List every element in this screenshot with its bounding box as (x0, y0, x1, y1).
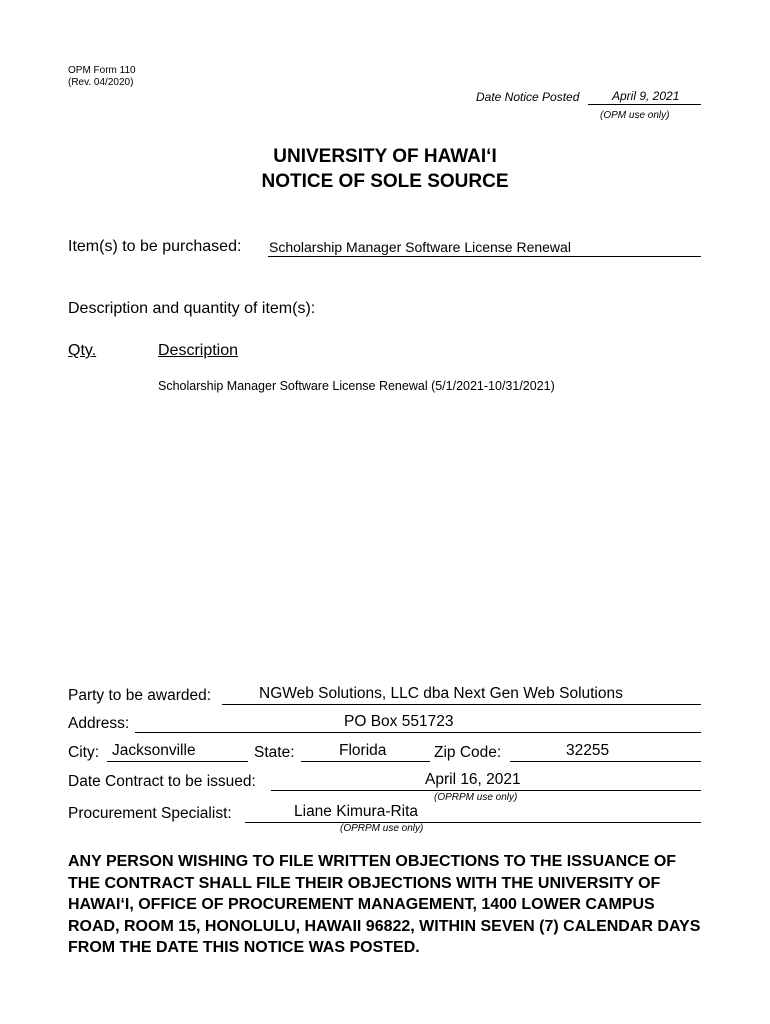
date-posted-value: April 9, 2021 (612, 89, 680, 103)
notice-title: NOTICE OF SOLE SOURCE (261, 171, 509, 192)
contract-date-field (271, 771, 701, 791)
city-label: City: (68, 744, 99, 761)
specialist-label: Procurement Specialist: (68, 805, 232, 822)
state-field (301, 742, 430, 762)
opm-use-only-note: (OPM use only) (600, 110, 670, 121)
specialist-field (245, 803, 701, 823)
contract-date-label: Date Contract to be issued: (68, 773, 256, 790)
date-posted-label: Date Notice Posted (476, 90, 580, 104)
city-field (107, 742, 248, 762)
form-number: OPM Form 110 (68, 65, 136, 76)
objection-notice: ANY PERSON WISHING TO FILE WRITTEN OBJECTIONS TO THE ISSUANCE OF THE CONTRACT SHALL FILE THEIR OBJECTIONS WITH THE UNIVERSITY OF HAWAI‘I, OFFICE OF PROCUREMENT MANAGEMENT, 1400 LOWER CAMPUS ROAD, ROOM 15, HONOLULU, HAWAII 96822, WITHIN SEVEN (7) CALENDAR DAYS FROM THE DATE THIS NOTICE WAS POSTED. (68, 853, 701, 956)
zip-label: Zip Code: (434, 744, 502, 761)
specialist-value: Liane Kimura-Rita (294, 803, 419, 820)
university-title: UNIVERSITY OF HAWAI‘I (273, 146, 497, 167)
date-posted-field (588, 88, 701, 105)
party-label: Party to be awarded: (68, 687, 212, 704)
address-value: PO Box 551723 (344, 713, 454, 730)
zip-field (510, 742, 701, 762)
party-value: NGWeb Solutions, LLC dba Next Gen Web Solutions (259, 685, 623, 702)
items-label: Item(s) to be purchased: (68, 238, 242, 255)
address-field (135, 713, 701, 733)
qty-header: Qty. (68, 342, 97, 359)
party-field (222, 685, 701, 705)
city-value: Jacksonville (112, 742, 196, 759)
description-header: Description (158, 342, 239, 359)
zip-value: 32255 (566, 742, 610, 759)
state-value: Florida (339, 742, 387, 759)
oprpm-note-specialist: (OPRPM use only) (340, 823, 424, 834)
state-label: State: (254, 744, 295, 761)
address-label: Address: (68, 715, 130, 732)
oprpm-note-contract: (OPRPM use only) (434, 792, 518, 803)
description-section-label: Description and quantity of item(s): (68, 300, 316, 317)
item-row-description: Scholarship Manager Software License Renewal (5/1/2021-10/31/2021) (158, 379, 555, 393)
items-field (268, 237, 701, 257)
contract-date-value: April 16, 2021 (425, 771, 521, 788)
items-value: Scholarship Manager Software License Renewal (269, 239, 571, 255)
form-revision: (Rev. 04/2020) (68, 77, 134, 88)
